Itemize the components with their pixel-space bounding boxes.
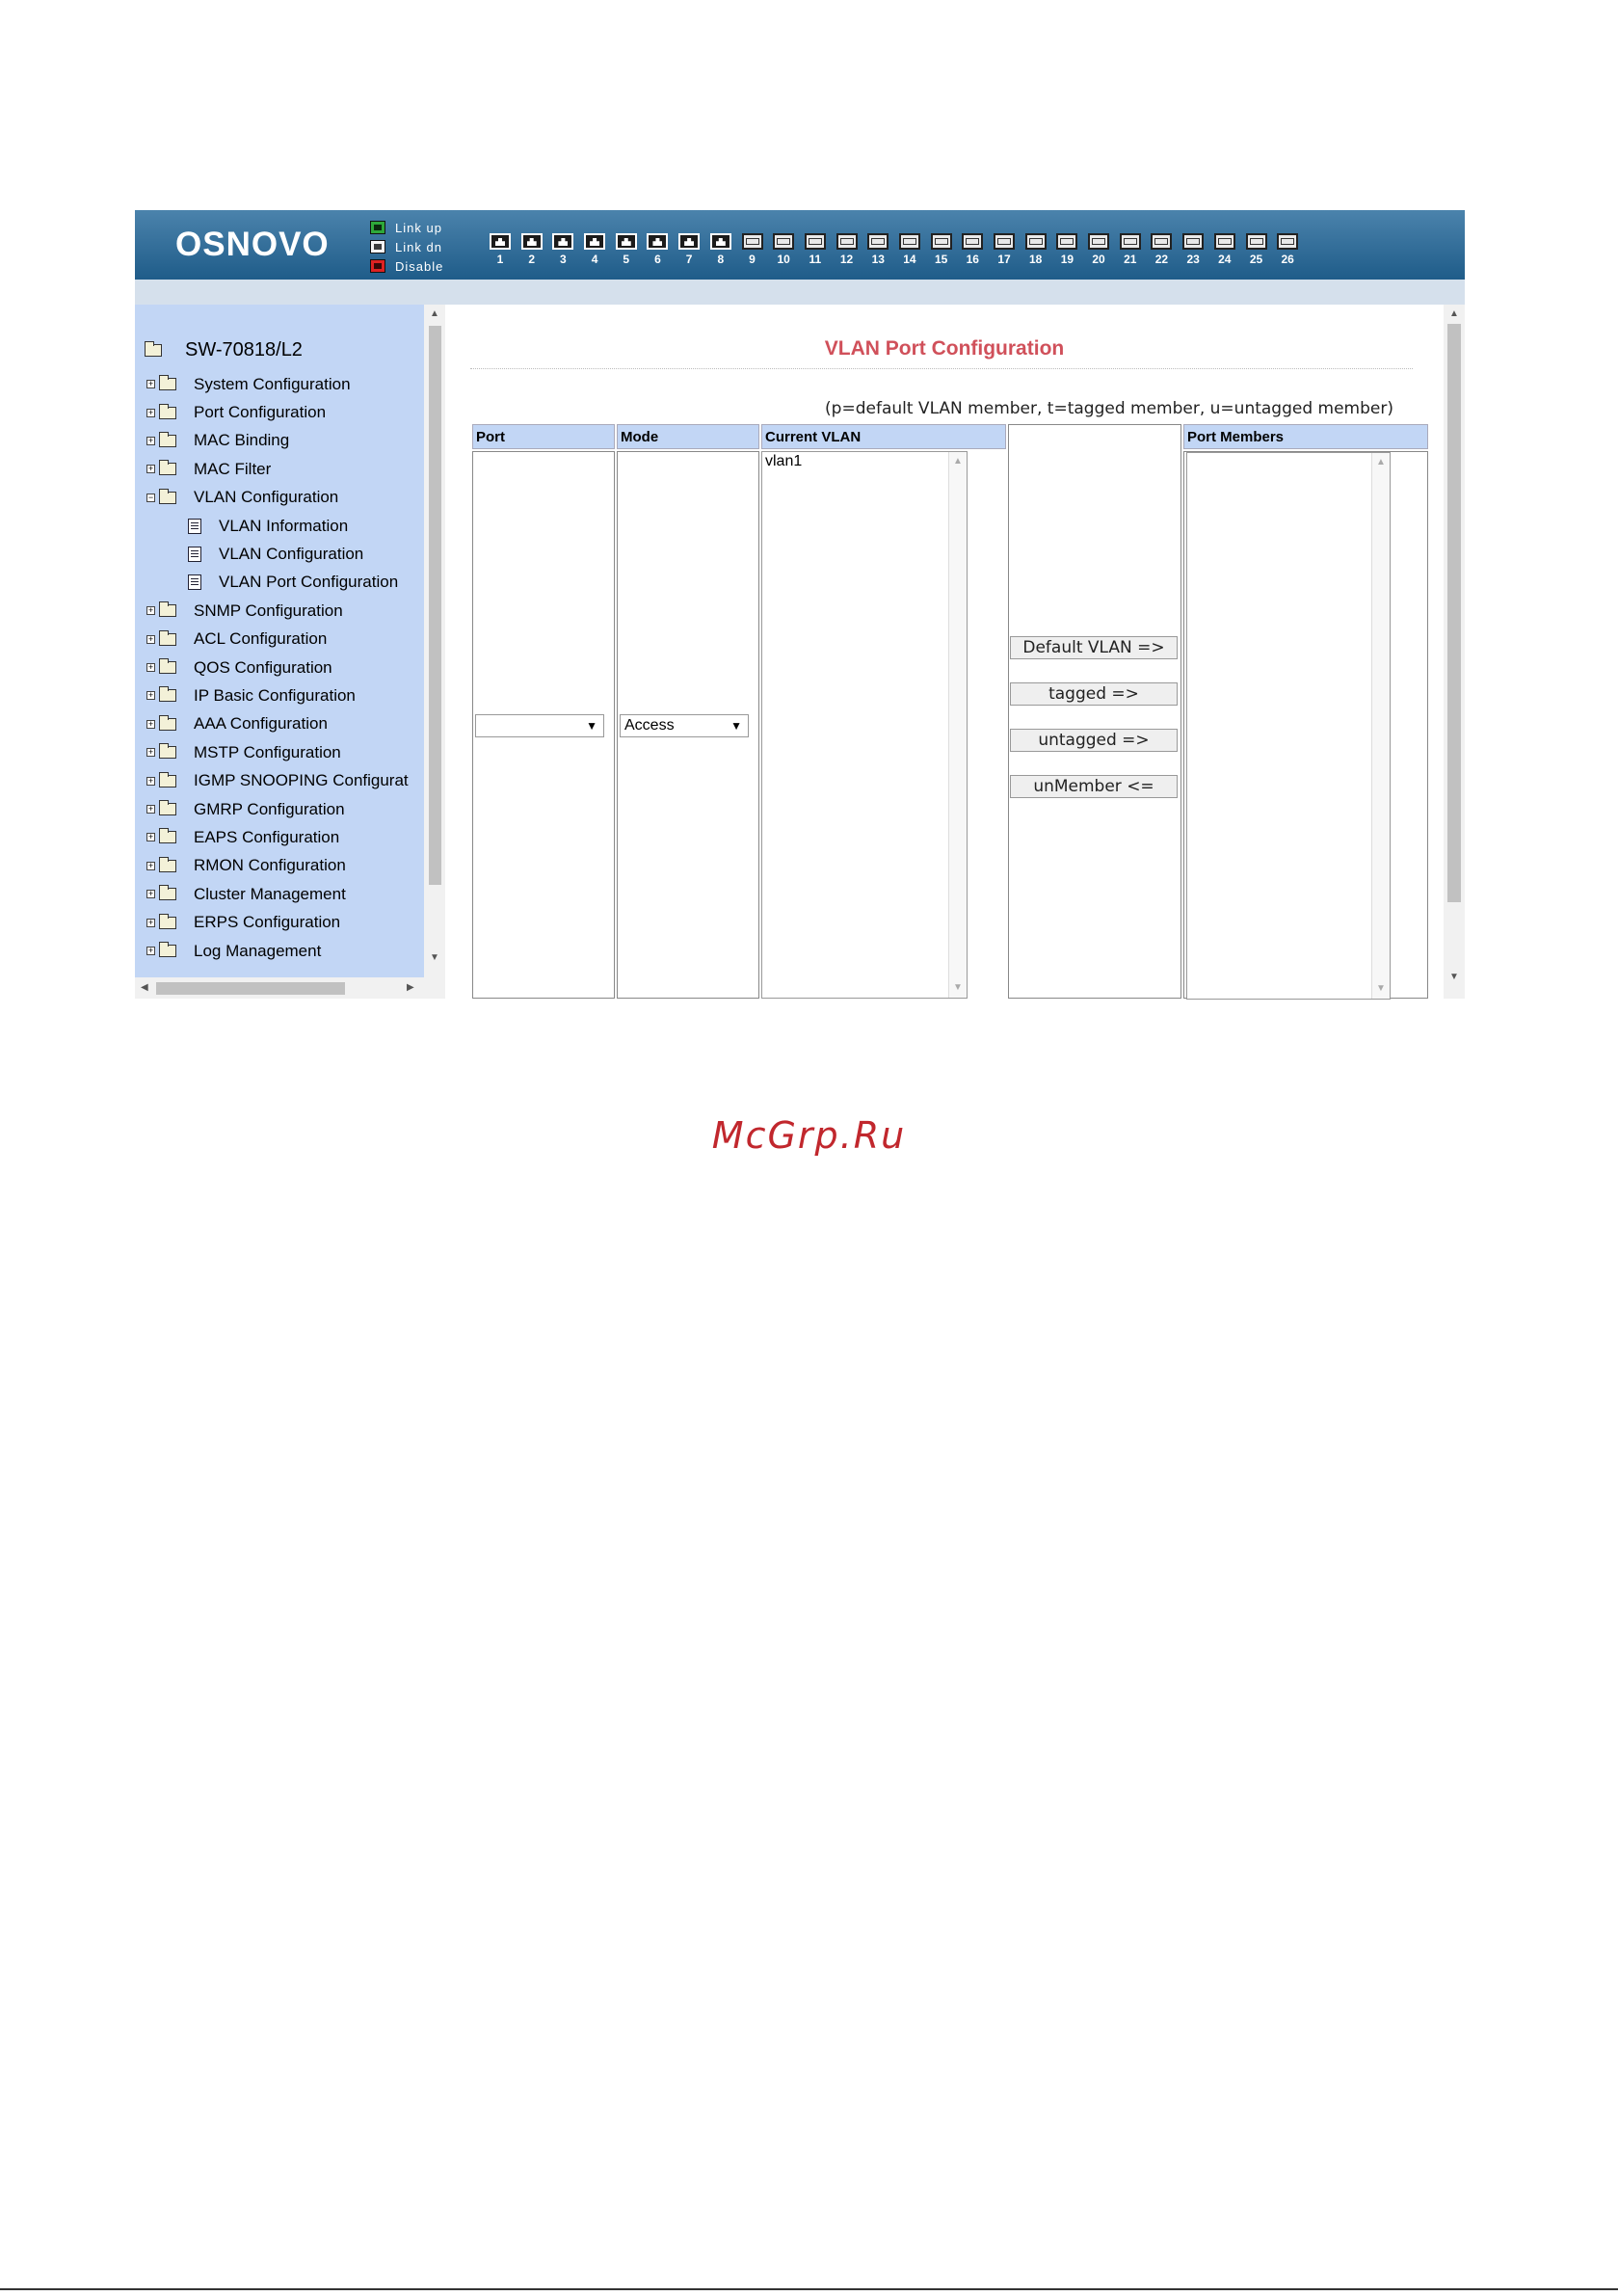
dropdown-arrow-icon: ▼ [586, 719, 597, 733]
port-23[interactable] [1180, 233, 1206, 266]
expand-icon[interactable]: + [147, 804, 154, 814]
port-number: 25 [1249, 253, 1263, 266]
expand-icon[interactable]: + [147, 775, 154, 786]
port-link-down-icon [1214, 233, 1235, 250]
port-20[interactable] [1086, 233, 1111, 266]
unmember-button[interactable]: unMember <= [1010, 775, 1178, 798]
port-link-down-icon [931, 233, 952, 250]
port-number: 6 [654, 253, 661, 266]
sidebar-item-rmon-configuration[interactable] [135, 852, 424, 880]
port-link-down-icon [962, 233, 983, 250]
folder-icon [159, 463, 176, 475]
sidebar-item-mac-filter[interactable] [135, 455, 424, 483]
port-number: 21 [1124, 253, 1137, 266]
sidebar-item-vlan-configuration[interactable] [135, 540, 424, 568]
port-link-down-icon [1025, 233, 1047, 250]
scroll-right-arrow-icon[interactable]: ▶ [407, 982, 414, 993]
navigation-tree [135, 305, 424, 999]
sidebar-item-ip-basic-configuration[interactable] [135, 681, 424, 709]
folder-icon [159, 803, 176, 815]
expand-icon[interactable]: + [147, 633, 154, 644]
legend-link-up: Link up [370, 218, 443, 237]
port-number: 26 [1281, 253, 1294, 266]
port-link-down-icon [805, 233, 826, 250]
port-2[interactable] [519, 233, 544, 266]
folder-icon [159, 775, 176, 788]
tagged-button[interactable]: tagged => [1010, 682, 1178, 706]
folder-icon [159, 860, 176, 872]
port-number: 20 [1092, 253, 1105, 266]
legend-link-down: Link dn [370, 237, 443, 256]
sidebar-item-vlan-port-configuration[interactable] [135, 569, 424, 597]
sidebar-item-label: VLAN Configuration [194, 488, 339, 507]
port-number: 18 [1029, 253, 1043, 266]
port-panel [488, 233, 1307, 266]
sidebar-item-qos-configuration[interactable] [135, 654, 424, 681]
port-number: 22 [1154, 253, 1169, 266]
sidebar-item-cluster-management[interactable] [135, 880, 424, 908]
sidebar-item-label: QOS Configuration [194, 657, 332, 677]
port-11[interactable] [803, 233, 828, 266]
port-9[interactable] [740, 233, 765, 266]
sub-bar [135, 280, 1465, 305]
port-number: 12 [839, 253, 854, 266]
expand-icon[interactable]: + [147, 747, 154, 758]
main-content [445, 305, 1444, 999]
port-number: 13 [871, 253, 885, 266]
sidebar-item-log-management[interactable] [135, 937, 424, 965]
port-13[interactable] [865, 233, 890, 266]
port-link-up-icon [616, 233, 637, 250]
sidebar-item-label: EAPS Configuration [194, 827, 340, 846]
sidebar-item-acl-configuration[interactable] [135, 626, 424, 654]
sidebar-item-system-configuration[interactable] [135, 370, 424, 398]
sidebar-item-label: ACL Configuration [194, 629, 328, 649]
port-number: 24 [1218, 253, 1232, 266]
scroll-down-arrow-icon[interactable]: ▼ [1376, 983, 1386, 994]
port-26[interactable] [1275, 233, 1300, 266]
sidebar-item-port-configuration[interactable] [135, 398, 424, 426]
port-number: 7 [685, 253, 693, 266]
switch-web-ui [135, 210, 1465, 999]
folder-icon [159, 689, 176, 702]
sidebar-item-label: RMON Configuration [194, 856, 346, 875]
port-link-down-icon [1088, 233, 1109, 250]
port-number: 9 [749, 253, 756, 266]
port-5[interactable] [614, 233, 639, 266]
port-link-down-icon [1182, 233, 1204, 250]
sidebar-item-label: IGMP SNOOPING Configurat [194, 771, 409, 790]
scroll-up-arrow-icon[interactable]: ▲ [953, 456, 963, 467]
list-item[interactable]: vlan1 [765, 453, 803, 469]
port-number: 8 [717, 253, 725, 266]
column-header-current-vlan: Current VLAN [761, 424, 1006, 449]
column-header-mode: Mode [617, 424, 759, 449]
column-header-port-members: Port Members [1183, 424, 1428, 449]
port-link-up-icon [490, 233, 511, 250]
folder-icon [159, 633, 176, 646]
scroll-down-arrow-icon[interactable]: ▼ [953, 982, 963, 993]
scroll-thumb[interactable] [429, 326, 441, 885]
port-link-up-icon [584, 233, 605, 250]
link-down-icon [370, 240, 385, 254]
port-25[interactable] [1244, 233, 1269, 266]
folder-icon [159, 945, 176, 957]
port-link-down-icon [742, 233, 763, 250]
expand-icon[interactable]: + [147, 718, 154, 729]
port-21[interactable] [1118, 233, 1143, 266]
sidebar-item-vlan-configuration[interactable] [135, 484, 424, 512]
port-1[interactable] [488, 233, 513, 266]
port-link-up-icon [710, 233, 731, 250]
sidebar-vertical-scrollbar[interactable] [424, 305, 445, 999]
sidebar-item-igmp-snooping-configurat[interactable] [135, 766, 424, 794]
sidebar-item-label: VLAN Information [219, 516, 349, 535]
brand-logo: OSNOVO [175, 226, 330, 263]
scroll-up-arrow-icon[interactable]: ▲ [430, 308, 439, 319]
folder-icon [159, 831, 176, 843]
folder-icon [159, 888, 176, 900]
port-link-down-icon [1151, 233, 1172, 250]
port-select[interactable] [475, 714, 604, 737]
expand-icon[interactable]: + [147, 832, 154, 842]
dropdown-arrow-icon: ▼ [730, 719, 742, 733]
expand-icon[interactable]: + [147, 860, 154, 870]
folder-icon [159, 661, 176, 674]
collapse-icon[interactable]: − [147, 492, 154, 502]
list-scrollbar[interactable] [948, 452, 967, 998]
sidebar-item-aaa-configuration[interactable] [135, 710, 424, 738]
sidebar-item-gmrp-configuration[interactable] [135, 795, 424, 823]
port-17[interactable] [992, 233, 1017, 266]
folder-icon [159, 435, 176, 447]
port-number: 16 [966, 253, 979, 266]
open-folder-icon [159, 492, 176, 504]
port-link-down-icon [867, 233, 889, 250]
expand-icon[interactable]: + [147, 464, 154, 474]
header-bar [135, 210, 1465, 280]
action-column [1008, 424, 1181, 999]
port-number: 4 [591, 253, 598, 266]
sidebar-item-mstp-configuration[interactable] [135, 738, 424, 766]
port-link-down-icon [899, 233, 920, 250]
mode-select[interactable]: Access ▼ [620, 714, 749, 737]
port-link-down-icon [994, 233, 1015, 250]
port-number: 17 [997, 253, 1011, 266]
expand-icon[interactable]: + [147, 379, 154, 389]
folder-icon [159, 917, 176, 929]
port-4[interactable] [582, 233, 607, 266]
port-3[interactable] [550, 233, 575, 266]
sidebar-item-label: VLAN Port Configuration [219, 573, 399, 592]
sidebar-item-label: VLAN Configuration [219, 545, 364, 564]
port-link-up-icon [647, 233, 668, 250]
port-19[interactable] [1054, 233, 1079, 266]
port-members-list[interactable] [1186, 452, 1391, 1000]
port-link-down-icon [773, 233, 794, 250]
sidebar-item-label: SNMP Configuration [194, 601, 343, 620]
port-16[interactable] [960, 233, 985, 266]
sidebar-item-label: GMRP Configuration [194, 799, 345, 818]
port-number: 5 [623, 253, 630, 266]
port-12[interactable] [835, 233, 860, 266]
sidebar-item-label: Cluster Management [194, 884, 346, 903]
port-number: 2 [528, 253, 536, 266]
mode-column [617, 451, 759, 999]
port-number: 23 [1186, 253, 1200, 266]
scroll-up-arrow-icon[interactable]: ▲ [1376, 457, 1386, 467]
expand-icon[interactable]: + [147, 662, 154, 673]
sidebar-item-label: MAC Binding [194, 431, 290, 450]
port-link-up-icon [552, 233, 573, 250]
sidebar-item-label: MAC Filter [194, 459, 272, 478]
scroll-up-arrow-icon[interactable]: ▲ [1449, 308, 1459, 319]
port-number: 3 [560, 253, 567, 266]
sidebar-item-mac-binding[interactable] [135, 427, 424, 455]
folder-icon [159, 604, 176, 617]
port-number: 10 [777, 253, 790, 266]
port-link-down-icon [1246, 233, 1267, 250]
port-24[interactable] [1212, 233, 1237, 266]
port-link-down-icon [1056, 233, 1077, 250]
expand-icon[interactable]: + [147, 917, 154, 927]
port-8[interactable] [708, 233, 733, 266]
port-number: 1 [496, 253, 504, 266]
port-7[interactable] [676, 233, 702, 266]
expand-icon[interactable]: + [147, 407, 154, 417]
port-status-legend [370, 218, 443, 276]
sidebar-item-label: AAA Configuration [194, 714, 328, 734]
port-link-down-icon [836, 233, 858, 250]
page-bottom-rule [0, 2288, 1618, 2290]
sidebar-item-erps-configuration[interactable] [135, 908, 424, 936]
expand-icon[interactable]: + [147, 690, 154, 701]
tree-items [135, 370, 424, 965]
sidebar-item-label: IP Basic Configuration [194, 685, 356, 705]
sidebar-item-eaps-configuration[interactable] [135, 823, 424, 851]
device-name: SW-70818/L2 [185, 339, 303, 360]
sidebar-item-vlan-information[interactable] [135, 512, 424, 540]
folder-icon [159, 746, 176, 759]
sidebar-item-label: Log Management [194, 941, 322, 960]
expand-icon[interactable]: + [147, 605, 154, 616]
scroll-down-arrow-icon[interactable]: ▼ [1449, 972, 1459, 982]
port-link-down-icon [1277, 233, 1298, 250]
port-6[interactable] [645, 233, 670, 266]
sidebar-item-label: Port Configuration [194, 403, 327, 422]
page-icon [188, 574, 201, 590]
expand-icon[interactable]: + [147, 889, 154, 899]
default-vlan-button[interactable]: Default VLAN => [1010, 636, 1178, 659]
port-number: 19 [1060, 253, 1074, 266]
port-number: 11 [809, 253, 822, 266]
watermark: McGrp.Ru [711, 1114, 907, 1157]
list-scrollbar[interactable] [1371, 453, 1390, 999]
untagged-button[interactable]: untagged => [1010, 729, 1178, 752]
port-link-down-icon [1120, 233, 1141, 250]
column-header-port: Port [472, 424, 615, 449]
tree-root[interactable] [145, 339, 303, 361]
scroll-thumb[interactable] [156, 982, 345, 995]
folder-icon [159, 718, 176, 731]
port-column [472, 451, 615, 999]
page-icon [188, 547, 201, 562]
port-link-up-icon [678, 233, 700, 250]
membership-legend: (p=default VLAN member, t=tagged member, u=untagged member) [825, 399, 1393, 418]
port-number: 14 [903, 253, 916, 266]
sidebar-item-snmp-configuration[interactable] [135, 597, 424, 625]
port-14[interactable] [897, 233, 922, 266]
port-number: 15 [934, 253, 948, 266]
port-members-column [1183, 451, 1428, 999]
expand-icon[interactable]: + [147, 946, 154, 955]
sidebar-item-label: System Configuration [194, 374, 351, 393]
legend-disable: Disable [370, 256, 443, 276]
sidebar-item-label: MSTP Configuration [194, 742, 341, 761]
folder-icon [159, 378, 176, 390]
link-up-icon [370, 221, 385, 234]
port-link-up-icon [521, 233, 543, 250]
open-folder-icon [145, 344, 162, 357]
page-icon [188, 519, 201, 534]
sidebar-item-label: ERPS Configuration [194, 913, 341, 932]
expand-icon[interactable]: + [147, 435, 154, 445]
port-22[interactable] [1149, 233, 1174, 266]
port-18[interactable] [1023, 233, 1048, 266]
port-10[interactable] [771, 233, 796, 266]
current-vlan-list[interactable] [761, 451, 968, 999]
folder-icon [159, 407, 176, 419]
scroll-thumb[interactable] [1447, 324, 1461, 902]
page-title: VLAN Port Configuration [824, 337, 1065, 360]
title-divider [470, 368, 1413, 369]
content-vertical-scrollbar[interactable] [1444, 305, 1465, 999]
disabled-port-icon [370, 259, 385, 273]
scroll-down-arrow-icon[interactable]: ▼ [430, 952, 439, 963]
sidebar-horizontal-scrollbar[interactable] [135, 977, 424, 999]
scroll-left-arrow-icon[interactable]: ◀ [141, 982, 148, 993]
current-vlan-column [761, 451, 1006, 999]
port-15[interactable] [929, 233, 954, 266]
